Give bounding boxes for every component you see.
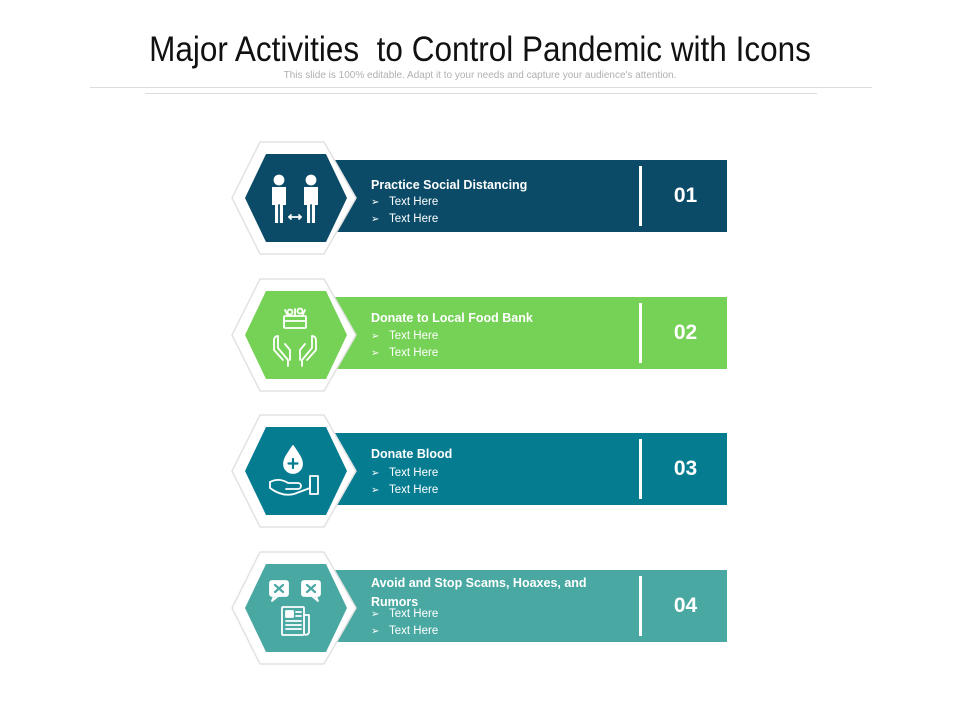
activity-bullets bbox=[371, 194, 621, 228]
arrow-bullet-icon: ➢ bbox=[371, 348, 380, 359]
activity-heading: Donate Blood bbox=[371, 447, 453, 461]
bullet-item: ➢ Text Here bbox=[371, 345, 621, 362]
bullet-item: ➢ Text Here bbox=[371, 606, 621, 623]
bullet-item: ➢ Text Here bbox=[371, 328, 621, 345]
arrow-bullet-icon: ➢ bbox=[371, 609, 380, 620]
number-divider bbox=[639, 576, 642, 636]
activity-row-1 bbox=[230, 140, 730, 260]
icon-hexagon bbox=[230, 413, 360, 533]
blood-donation-icon bbox=[260, 438, 330, 508]
activity-heading: Donate to Local Food Bank bbox=[371, 311, 533, 325]
activity-number: 03 bbox=[673, 457, 698, 480]
bullet-item: ➢ Text Here bbox=[371, 211, 621, 228]
activity-number: 01 bbox=[673, 184, 698, 207]
fake-news-icon bbox=[260, 575, 330, 645]
activity-bar bbox=[318, 433, 727, 505]
number-divider bbox=[639, 166, 642, 226]
activity-heading: Avoid and Stop Scams, Hoaxes, and Rumors bbox=[371, 576, 587, 609]
icon-hexagon bbox=[230, 277, 360, 397]
bullet-item: ➢ Text Here bbox=[371, 623, 621, 640]
activity-bullets bbox=[371, 465, 621, 499]
activity-bullets bbox=[371, 328, 621, 362]
arrow-bullet-icon: ➢ bbox=[371, 214, 380, 225]
activity-number: 04 bbox=[673, 594, 698, 617]
bullet-item: ➢ Text Here bbox=[371, 465, 621, 482]
activity-bar bbox=[318, 160, 727, 232]
title-rule-bottom bbox=[145, 93, 817, 94]
title-rule-top bbox=[90, 87, 872, 88]
arrow-bullet-icon: ➢ bbox=[371, 468, 380, 479]
number-divider bbox=[639, 439, 642, 499]
arrow-bullet-icon: ➢ bbox=[371, 485, 380, 496]
number-divider bbox=[639, 303, 642, 363]
arrow-bullet-icon: ➢ bbox=[371, 331, 380, 342]
activity-bar bbox=[318, 297, 727, 369]
activity-bullets bbox=[371, 606, 621, 640]
activity-heading: Practice Social Distancing bbox=[371, 178, 528, 192]
activity-row-4 bbox=[230, 550, 730, 670]
icon-hexagon bbox=[230, 140, 360, 260]
social-distancing-icon bbox=[260, 165, 330, 235]
activity-number: 02 bbox=[673, 321, 698, 344]
bullet-item: ➢ Text Here bbox=[371, 194, 621, 211]
icon-hexagon bbox=[230, 550, 360, 670]
activity-bar bbox=[318, 570, 727, 642]
activity-row-3 bbox=[230, 413, 730, 533]
slide-subtitle: This slide is 100% editable. Adapt it to your needs and capture your audience's attention. bbox=[283, 70, 677, 81]
arrow-bullet-icon: ➢ bbox=[371, 626, 380, 637]
slide-title: Major Activities to Control Pandemic with Icons bbox=[149, 30, 811, 69]
arrow-bullet-icon: ➢ bbox=[371, 197, 380, 208]
bullet-item: ➢ Text Here bbox=[371, 482, 621, 499]
activity-row-2 bbox=[230, 277, 730, 397]
food-donation-icon bbox=[260, 302, 330, 372]
